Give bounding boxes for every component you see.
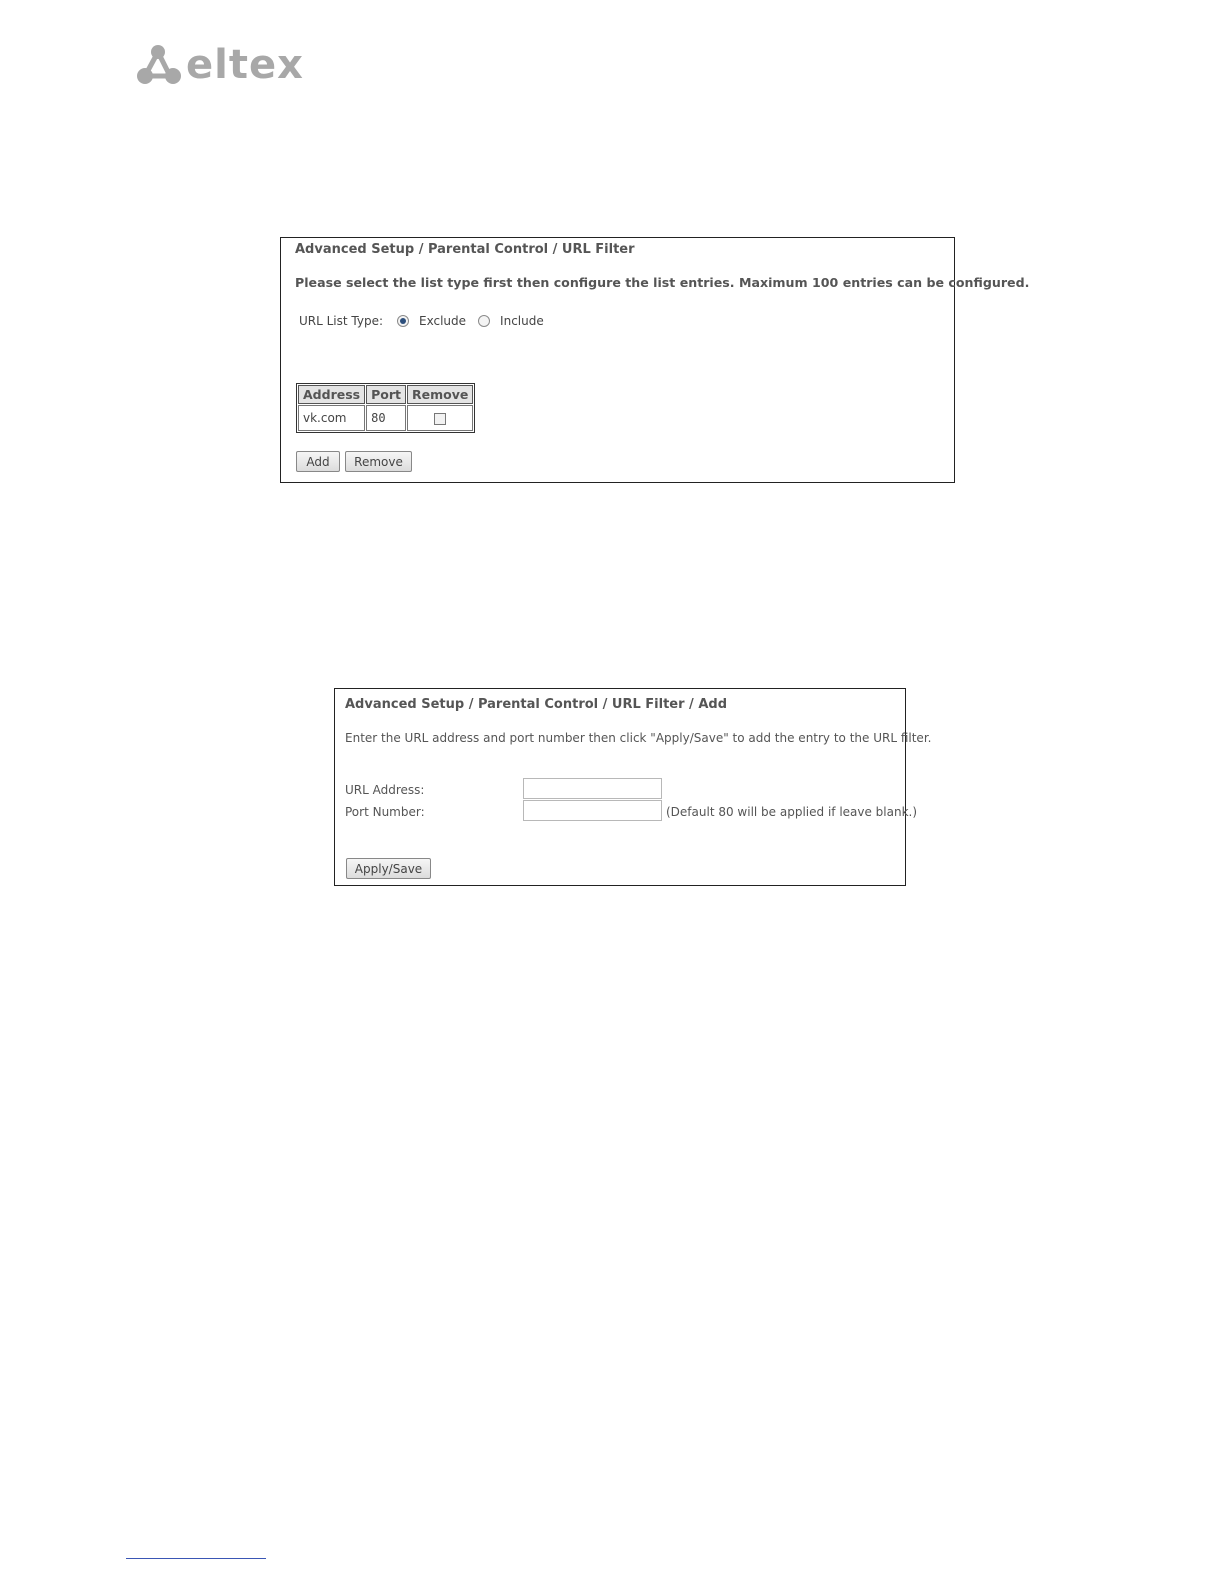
port-number-input[interactable]: [523, 800, 662, 821]
exclude-radio-label[interactable]: Exclude: [419, 314, 467, 328]
url-list-table: [296, 383, 475, 433]
table-header-row: [298, 385, 473, 404]
port-number-label: Port Number:: [345, 805, 425, 819]
port-default-hint: (Default 80 will be applied if leave blank.): [666, 805, 918, 819]
url-filter-add-panel: [334, 688, 932, 886]
port-cell: 80: [366, 405, 406, 431]
footer-link-rule: [126, 1558, 266, 1559]
eltex-logo-text: eltex: [186, 42, 304, 88]
url-list-type-label: URL List Type:: [299, 314, 384, 328]
url-address-label: URL Address:: [345, 783, 425, 797]
breadcrumb: Advanced Setup / Parental Control / URL Filter: [295, 242, 635, 257]
eltex-logo-mark-icon: [136, 42, 184, 88]
url-filter-instruction: Please select the list type first then configure the list entries. Maximum 100 entries can be configured.: [295, 275, 1030, 290]
remove-button[interactable]: Remove: [345, 451, 412, 472]
url-filter-add-instruction: Enter the URL address and port number then click "Apply/Save" to add the entry to the URL filter.: [345, 731, 932, 745]
url-filter-panel: [280, 237, 1030, 483]
address-cell: vk.com: [298, 405, 365, 431]
exclude-radio[interactable]: [397, 315, 409, 327]
add-button[interactable]: Add: [296, 451, 340, 472]
eltex-logo: [136, 42, 304, 88]
include-radio-label[interactable]: Include: [500, 314, 544, 328]
include-radio[interactable]: [478, 315, 490, 327]
port-column-header: Port: [366, 385, 406, 404]
address-column-header: Address: [298, 385, 365, 404]
remove-cell: [407, 405, 473, 431]
apply-save-button[interactable]: Apply/Save: [346, 858, 431, 879]
table-row: [298, 405, 473, 431]
remove-checkbox[interactable]: [434, 413, 446, 425]
remove-column-header: Remove: [407, 385, 473, 404]
breadcrumb: Advanced Setup / Parental Control / URL Filter / Add: [345, 697, 728, 712]
url-list-type-group: [299, 314, 544, 328]
url-address-input[interactable]: [523, 778, 662, 799]
